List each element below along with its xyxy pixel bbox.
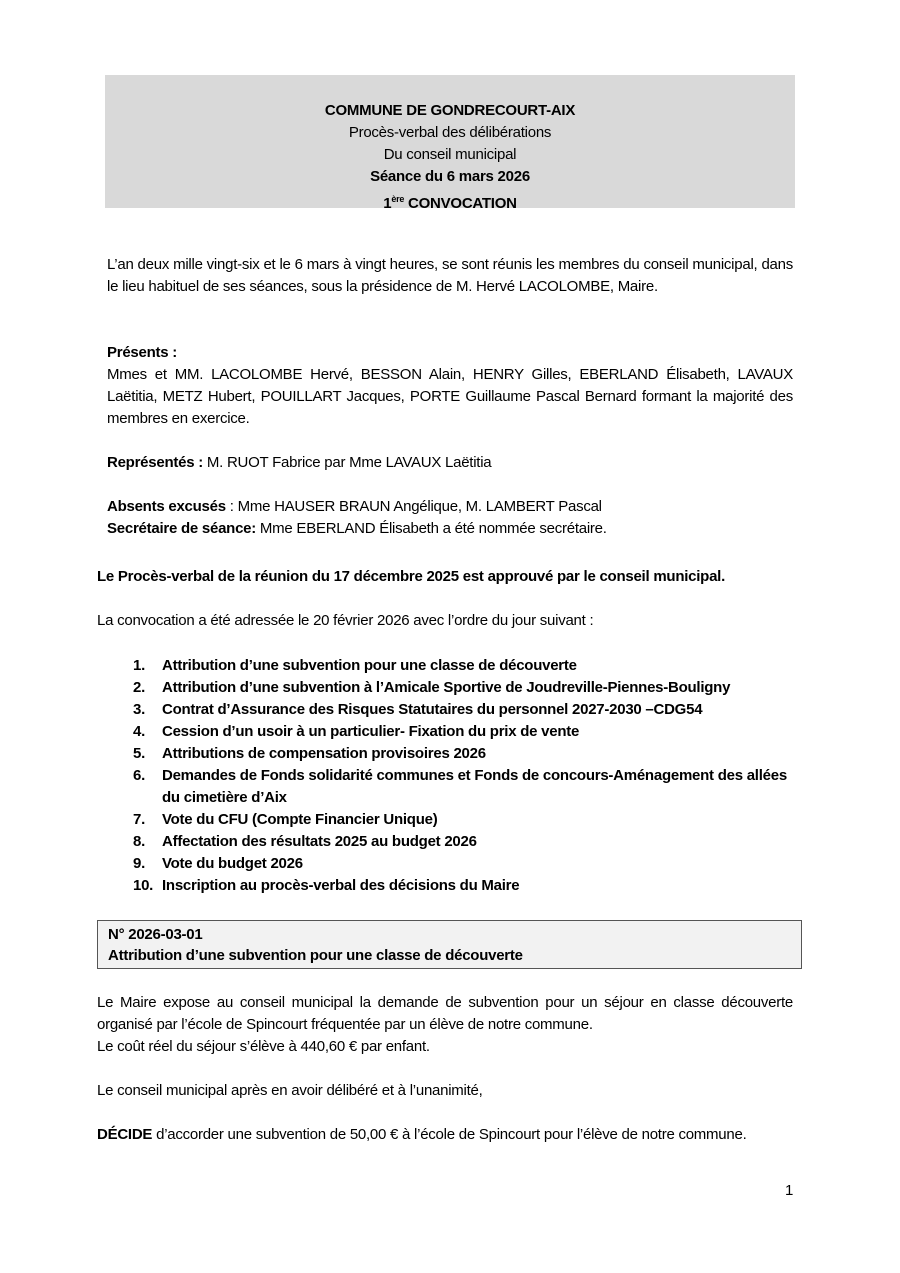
agenda-text: Contrat d’Assurance des Risques Statutaires du personnel 2027-2030 –CDG54	[162, 701, 703, 718]
commune-name: COMMUNE DE GONDRECOURT-AIX	[324, 102, 576, 119]
agenda-number: 7.	[133, 811, 146, 828]
intro-paragraph: L’an deux mille vingt-six et le 6 mars à vingt heures, se sont réunis les membres du conseil municipal, dans le lieu habituel de ses séances, sous la présidence de M. Hervé LACOLOMBE, Maire.	[107, 256, 793, 295]
agenda-text: Attribution d’une subvention à l’Amicale Sportive de Joudreville-Piennes-Bouligny	[162, 679, 731, 696]
secretaire-label: Secrétaire de séance:	[107, 520, 257, 537]
agenda-number: 4.	[133, 723, 146, 740]
document-header	[105, 75, 795, 212]
convocation-text: CONVOCATION	[404, 195, 517, 212]
page-number: 1	[785, 1182, 794, 1199]
session-date: Séance du 6 mars 2026	[370, 168, 530, 185]
agenda-item	[97, 765, 797, 809]
agenda-text: Inscription au procès-verbal des décisions du Maire	[162, 877, 520, 894]
secretaire-text: Mme EBERLAND Élisabeth a été nommée secrétaire.	[256, 520, 607, 537]
agenda-item	[97, 809, 797, 831]
deliberation-number: N° 2026-03-01	[108, 926, 203, 943]
absents-line	[107, 496, 793, 518]
convocation-line	[105, 188, 795, 215]
agenda-number: 10.	[133, 877, 154, 894]
agenda-text: Affectation des résultats 2025 au budget 2026	[162, 833, 477, 850]
vote-line: Le conseil municipal après en avoir délibéré et à l’unanimité,	[97, 1082, 483, 1099]
approval-statement: Le Procès-verbal de la réunion du 17 décembre 2025 est approuvé par le conseil municipal.	[97, 568, 725, 585]
agenda-item	[97, 655, 797, 677]
council-line: Du conseil municipal	[383, 146, 517, 163]
decide-label: DÉCIDE	[97, 1126, 153, 1143]
agenda-item	[97, 743, 797, 765]
expose-paragraph: Le Maire expose au conseil municipal la demande de subvention pour un séjour en classe découverte organisé par l’école de Spincourt fréquentée par un élève de notre commune.	[97, 994, 793, 1033]
secretaire-line	[107, 518, 793, 540]
agenda-text: Cession d’un usoir à un particulier- Fixation du prix de vente	[162, 723, 580, 740]
agenda-text: Demandes de Fonds solidarité communes et Fonds de concours-Aménagement des allées du cimetière d’Aix	[162, 767, 787, 806]
deliberation-title: Attribution d’une subvention pour une classe de découverte	[108, 947, 523, 964]
document-type: Procès-verbal des délibérations	[348, 124, 552, 141]
agenda-item	[97, 875, 797, 897]
agenda-list	[97, 655, 797, 897]
representes-line	[107, 452, 793, 474]
representes-text: M. RUOT Fabrice par Mme LAVAUX Laëtitia	[202, 454, 492, 471]
presents-list: Mmes et MM. LACOLOMBE Hervé, BESSON Alain, HENRY Gilles, EBERLAND Élisabeth, LAVAUX Laëtitia, METZ Hubert, POUILLART Jacques, PORTE Guillaume Pascal Bernard formant la majorité des membres en exercice.	[107, 366, 793, 427]
agenda-number: 6.	[133, 767, 146, 784]
decide-text: d’accorder une subvention de 50,00 € à l’école de Spincourt pour l’élève de notre commune.	[152, 1126, 747, 1143]
absents-text: : Mme HAUSER BRAUN Angélique, M. LAMBERT Pascal	[225, 498, 602, 515]
agenda-item	[97, 831, 797, 853]
agenda-number: 2.	[133, 679, 146, 696]
agenda-number: 3.	[133, 701, 146, 718]
agenda-number: 5.	[133, 745, 146, 762]
agenda-item	[97, 853, 797, 875]
agenda-item	[97, 721, 797, 743]
presents-label: Présents :	[107, 344, 178, 361]
agenda-item	[97, 699, 797, 721]
cost-line: Le coût réel du séjour s’élève à 440,60 € par enfant.	[97, 1038, 430, 1055]
deliberation-header-box	[97, 920, 802, 969]
presents-section	[107, 342, 793, 430]
agenda-text: Vote du CFU (Compte Financier Unique)	[162, 811, 438, 828]
agenda-text: Attribution d’une subvention pour une classe de découverte	[162, 657, 577, 674]
agenda-number: 8.	[133, 833, 146, 850]
convocation-number: 1	[383, 195, 392, 212]
agenda-item	[97, 677, 797, 699]
agenda-text: Attributions de compensation provisoires 2026	[162, 745, 486, 762]
convocation-superscript: ère	[391, 194, 405, 204]
agenda-number: 1.	[133, 657, 146, 674]
agenda-text: Vote du budget 2026	[162, 855, 303, 872]
convocation-sentence: La convocation a été adressée le 20 février 2026 avec l’ordre du jour suivant :	[97, 612, 594, 629]
absents-label: Absents excusés	[107, 498, 226, 515]
representes-label: Représentés :	[107, 454, 203, 471]
agenda-number: 9.	[133, 855, 146, 872]
decision-paragraph	[97, 1124, 793, 1146]
